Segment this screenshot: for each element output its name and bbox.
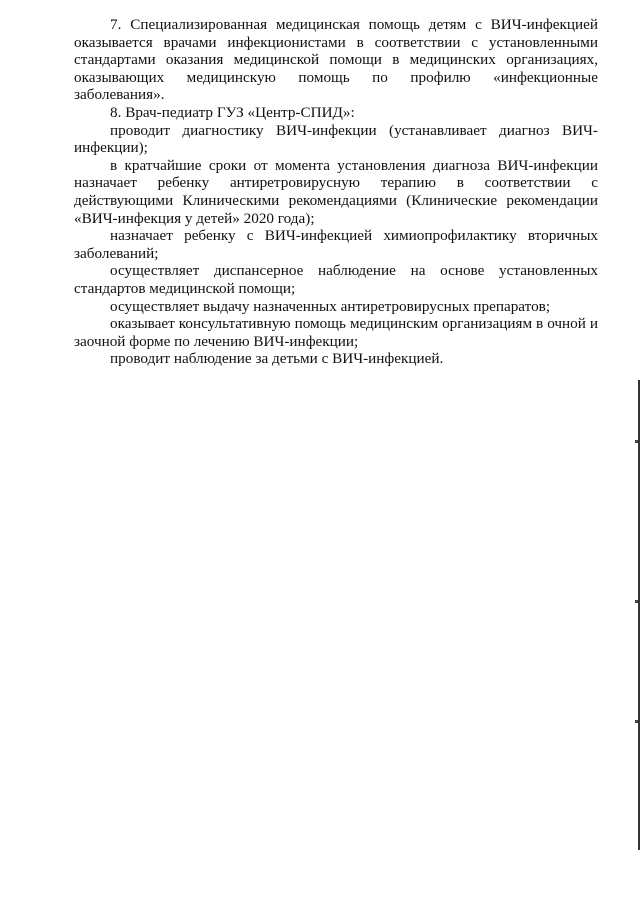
document-body [74, 16, 598, 368]
list-item-drug-dispensing: осуществляет выдачу назначенных антиретровирусных препаратов; [110, 297, 551, 315]
scan-edge-mark [635, 440, 638, 443]
scan-edge-mark [635, 720, 638, 723]
list-item-antiretroviral-therapy: в кратчайшие сроки от момента установления диагноза ВИЧ-инфекции назначает ребенку антиретровирусную терапию в соответствии с действующими Клиническими рекомендациями (Клинические рекомендации «ВИЧ-инфекция у детей» 2020 года); [74, 156, 598, 227]
list-item-dispensary-observation: осуществляет диспансерное наблюдение на основе установленных стандартов медицинской помощи; [74, 262, 598, 297]
paragraph-7: 7. Специализированная медицинская помощь детям с ВИЧ-инфекцией оказывается врачами инфекционистами в соответствии с установленными стандартами оказания медицинской помощи в медицинских организациях, оказывающих медицинскую помощь по профилю «инфекционные заболевания». [74, 16, 598, 104]
list-item-chemoprophylaxis: назначает ребенку с ВИЧ-инфекцией химиопрофилактику вторичных заболеваний; [74, 227, 598, 262]
list-item-diagnostics: проводит диагностику ВИЧ-инфекции (устанавливает диагноз ВИЧ-инфекции); [74, 121, 598, 157]
scan-edge-mark [635, 600, 638, 603]
paragraph-8-heading: 8. Врач-педиатр ГУЗ «Центр-СПИД»: [110, 103, 355, 121]
list-item-consultative-help: оказывает консультативную помощь медицинским организациям в очной и заочной форме по лечению ВИЧ-инфекции; [74, 315, 598, 350]
list-item-observation: проводит наблюдение за детьми с ВИЧ-инфекцией. [110, 350, 444, 368]
